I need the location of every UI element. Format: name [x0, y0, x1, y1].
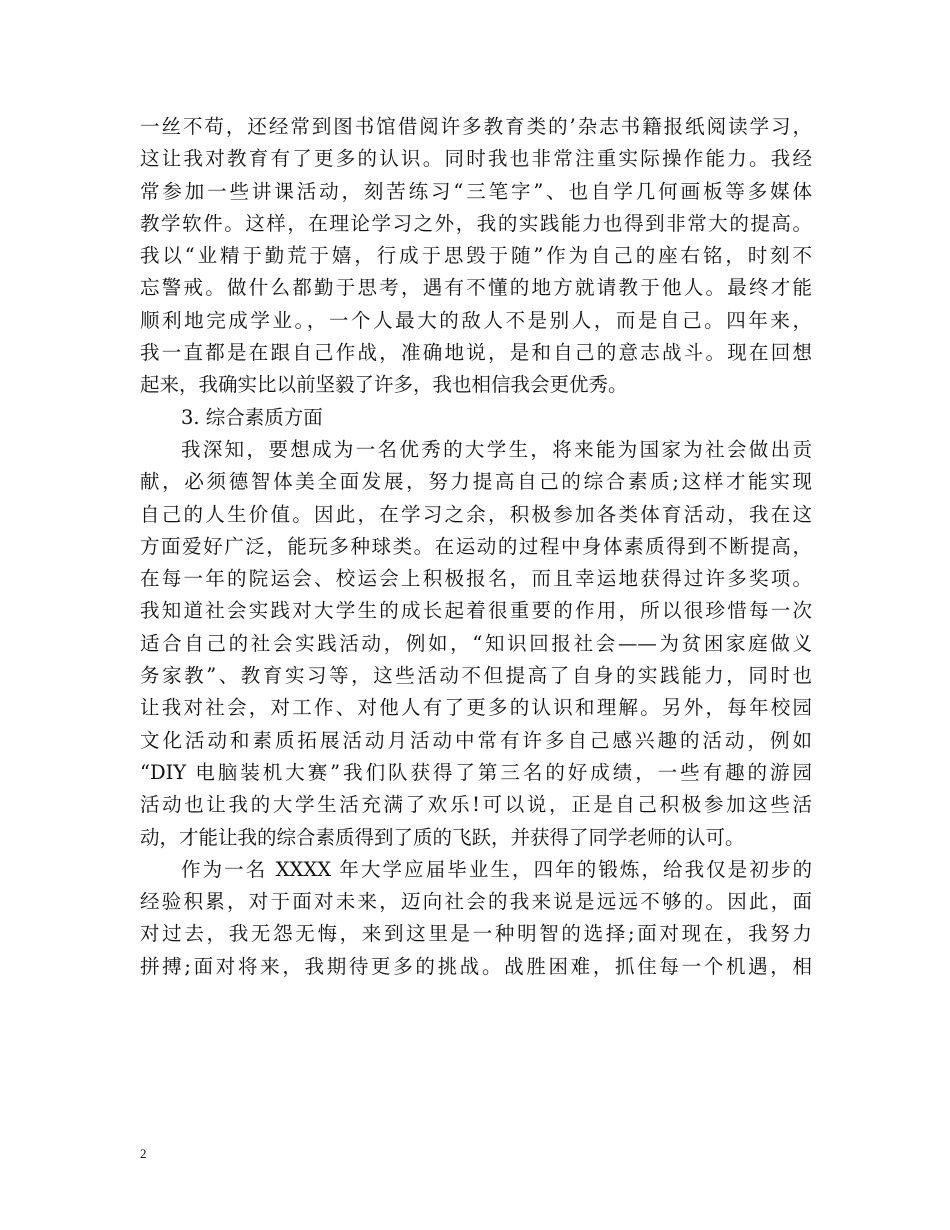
text-line: 教学软件。这样，在理论学习之外，我的实践能力也得到非常大的提高。 — [140, 211, 812, 235]
text-line: 作为一名 XXXX 年大学应届毕业生，四年的锻炼，给我仅是初步的 — [181, 857, 812, 881]
text-line: 活动也让我的大学生活充满了欢乐!可以说，正是自己积极参加这些活 — [140, 793, 812, 817]
text-line: 我一直都是在跟自己作战，准确地说，是和自己的意志战斗。现在回想 — [140, 341, 812, 365]
text-line: 对过去，我无怨无悔，来到这里是一种明智的选择;面对现在，我努力 — [140, 922, 812, 946]
section-heading: 3. 综合素质方面 — [181, 405, 323, 429]
text-line: 自己的人生价值。因此，在学习之余，积极参加各类体育活动，我在这 — [140, 502, 812, 526]
text-line: 让我对社会，对工作、对他人有了更多的认识和理解。另外，每年校园 — [140, 696, 812, 720]
text-line: 我深知，要想成为一名优秀的大学生，将来能为国家为社会做出贡 — [181, 437, 812, 461]
text-line: 我以“业精于勤荒于嬉，行成于思毁于随”作为自己的座右铭，时刻不 — [140, 244, 812, 268]
text-line: 方面爱好广泛，能玩多种球类。在运动的过程中身体素质得到不断提高， — [140, 534, 812, 558]
document-body — [140, 111, 812, 983]
text-line: 在每一年的院运会、校运会上积极报名，而且幸运地获得过许多奖项。 — [140, 567, 812, 591]
text-line: 一丝不苟，还经常到图书馆借阅许多教育类的’杂志书籍报纸阅读学习， — [140, 115, 812, 138]
text-line: 适合自己的社会实践活动，例如，“知识回报社会——为贫困家庭做义 — [140, 631, 812, 655]
text-line: 常参加一些讲课活动，刻苦练习“三笔字”、也自学几何画板等多媒体 — [140, 179, 812, 203]
text-line: 起来，我确实比以前坚毅了许多，我也相信我会更优秀。 — [140, 373, 628, 397]
text-line: 忘警戒。做什么都勤于思考，遇有不懂的地方就请教于他人。最终才能 — [140, 276, 812, 300]
text-line: 文化活动和素质拓展活动月活动中常有许多自己感兴趣的活动，例如 — [140, 728, 812, 752]
text-line: 献，必须德智体美全面发展，努力提高自己的综合素质;这样才能实现 — [140, 470, 812, 494]
text-line: 我知道社会实践对大学生的成长起着很重要的作用，所以很珍惜每一次 — [140, 599, 812, 623]
text-line: “DIY 电脑装机大赛”我们队获得了第三名的好成绩，一些有趣的游园 — [140, 760, 812, 784]
text-line: 顺利地完成学业。，一个人最大的敌人不是别人，而是自己。四年来， — [140, 308, 812, 332]
text-line: 这让我对教育有了更多的认识。同时我也非常注重实际操作能力。我经 — [140, 147, 812, 171]
text-line: 经验积累，对于面对未来，迈向社会的我来说是远远不够的。因此，面 — [140, 890, 812, 914]
page-number: 2 — [140, 1146, 147, 1161]
text-line: 动，才能让我的综合素质得到了质的飞跃，并获得了同学老师的认可。 — [140, 825, 745, 849]
text-line: 拼搏;面对将来，我期待更多的挑战。战胜困难，抓住每一个机遇，相 — [140, 954, 812, 978]
text-line: 务家教”、教育实习等，这些活动不但提高了自身的实践能力，同时也 — [140, 664, 812, 688]
